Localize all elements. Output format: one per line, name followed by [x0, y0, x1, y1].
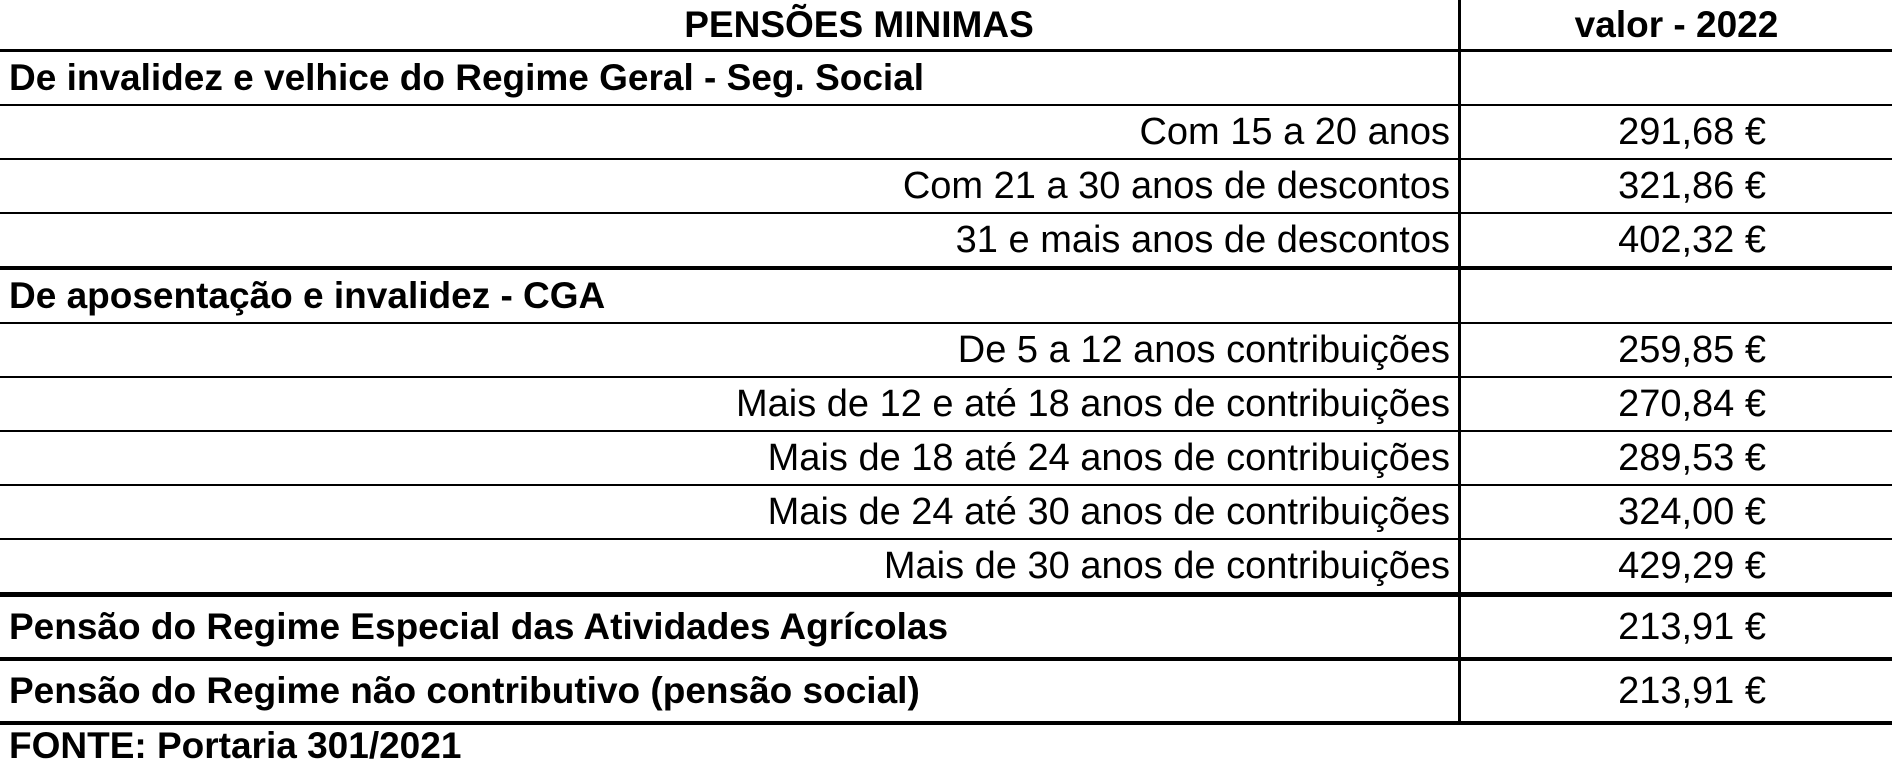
table-row [0, 214, 1892, 266]
value-cell-empty [1461, 270, 1892, 322]
row-value: 213,91 € [1618, 605, 1766, 648]
section-title: De aposentação e invalidez - CGA [9, 275, 606, 316]
divider [0, 657, 1892, 661]
divider [0, 376, 1892, 378]
table-row [0, 540, 1892, 592]
section-title: De invalidez e velhice do Regime Geral - Seg. Social [9, 57, 925, 98]
value-cell-empty [1461, 52, 1892, 104]
divider [0, 266, 1892, 270]
table-row [0, 160, 1892, 212]
table-row [0, 432, 1892, 484]
table-row [0, 378, 1892, 430]
row-value: 259,85 € [1618, 328, 1766, 371]
divider [0, 538, 1892, 540]
table-row [0, 486, 1892, 538]
row-value: 291,68 € [1618, 110, 1766, 153]
row-label: Pensão do Regime Especial das Atividades Agrícolas [9, 606, 949, 647]
row-label: Mais de 30 anos de contribuições [883, 544, 1450, 587]
table-header-row [0, 0, 1892, 49]
divider [0, 484, 1892, 486]
row-label: Com 15 a 20 anos [1139, 110, 1450, 153]
row-value: 429,29 € [1618, 544, 1766, 587]
divider [0, 592, 1892, 597]
row-value: 324,00 € [1618, 490, 1766, 533]
source-note: FONTE: Portaria 301/2021 [9, 725, 462, 766]
divider [0, 104, 1892, 106]
divider [0, 158, 1892, 160]
row-label: Mais de 24 até 30 anos de contribuições [767, 490, 1450, 533]
row-label: Mais de 12 e até 18 anos de contribuições [735, 382, 1450, 425]
divider [0, 430, 1892, 432]
row-value: 213,91 € [1618, 669, 1766, 712]
column-divider [1458, 0, 1461, 725]
row-label: De 5 a 12 anos contribuições [957, 328, 1450, 371]
row-value: 321,86 € [1618, 164, 1766, 207]
row-label: Com 21 a 30 anos de descontos [902, 164, 1450, 207]
value-column-header: valor - 2022 [1574, 3, 1779, 45]
row-value: 270,84 € [1618, 382, 1766, 425]
table-row [0, 597, 1892, 657]
table-row [0, 106, 1892, 158]
divider [0, 322, 1892, 324]
row-value: 289,53 € [1618, 436, 1766, 479]
row-label: 31 e mais anos de descontos [955, 218, 1450, 261]
divider [0, 212, 1892, 214]
table-title: PENSÕES MINIMAS [684, 3, 1034, 45]
row-label: Pensão do Regime não contributivo (pensão social) [9, 670, 920, 711]
divider [0, 49, 1892, 52]
section-row [0, 52, 1892, 104]
row-label: Mais de 18 até 24 anos de contribuições [767, 436, 1450, 479]
section-row [0, 270, 1892, 322]
table-row [0, 324, 1892, 376]
table-row [0, 661, 1892, 721]
row-value: 402,32 € [1618, 218, 1766, 261]
